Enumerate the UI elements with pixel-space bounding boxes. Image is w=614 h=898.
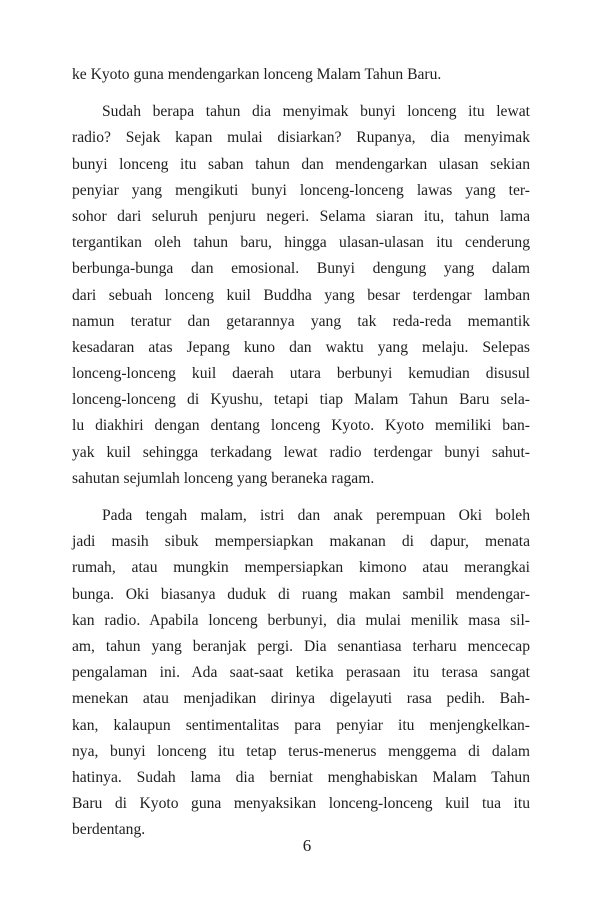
text-line: kesadaran atas Jepang kuno dan waktu yang melaju. Selepas [72,338,530,356]
text-line: namun teratur dan getarannya yang tak reda-reda memantik [72,312,530,330]
text-line: lonceng-lonceng di Kyushu, tetapi tiap Malam Tahun Baru sela- [72,391,530,409]
text-line: bunga. Oki biasanya duduk di ruang makan sambil mendengar- [72,585,530,603]
paragraph [72,99,530,492]
page-number: 6 [302,836,312,855]
text-line: hatinya. Sudah lama dia berniat menghabiskan Malam Tahun [72,768,530,786]
paragraph-gap [72,88,530,99]
text-line: berdentang. [72,821,146,839]
text-line: radio? Sejak kapan mulai disiarkan? Rupanya, dia menyimak [72,129,530,147]
text-line: lu diakhiri dengan dentang lonceng Kyoto. Kyoto memiliki ban- [72,417,530,435]
text-line: kan radio. Apabila lonceng berbunyi, dia mulai menilik masa sil- [72,611,530,629]
text-line: bunyi lonceng itu saban tahun dan mendengarkan ulasan sekian [72,155,530,173]
text-line: Pada tengah malam, istri dan anak perempuan Oki boleh [102,507,530,524]
text-line: am, tahun yang beranjak pergi. Dia senantiasa terharu mencecap [72,637,530,655]
text-line: lonceng-lonceng kuil daerah utara berbunyi kemudian disusul [72,365,530,383]
paragraph-gap [72,492,530,503]
text-line: jadi masih sibuk mempersiapkan makanan di dapur, menata [72,533,530,551]
text-line: sohor dari seluruh penjuru negeri. Selama siaran itu, tahun lama [72,207,530,225]
text-line: Baru di Kyoto guna menyaksikan lonceng-lonceng kuil tua itu [72,795,530,813]
text-line: sahutan sejumlah lonceng yang beraneka ragam. [72,469,375,487]
text-line: kan, kalaupun sentimentalitas para penyiar itu menjengkelkan- [72,716,530,734]
text-line: menekan atau menjadikan dirinya digelayuti rasa pedih. Bah- [72,690,530,708]
text-line: tergantikan oleh tahun baru, hingga ulasan-ulasan itu cenderung [72,234,530,252]
text-line: penyiar yang mengikuti bunyi lonceng-lonceng lawas yang ter- [72,181,530,199]
text-line: pengalaman ini. Ada saat-saat ketika perasaan itu terasa sangat [72,664,530,682]
text-line: ke Kyoto guna mendengarkan lonceng Malam Tahun Baru. [72,66,442,83]
text-line: yak kuil sehingga terkadang lewat radio terdengar bunyi sahut- [72,443,530,461]
paragraph [72,62,530,88]
text-line: Sudah berapa tahun dia menyimak bunyi lonceng itu lewat [102,103,530,121]
text-line: rumah, atau mungkin mempersiapkan kimono atau merangkai [72,559,530,577]
text-line: berbunga-bunga dan emosional. Bunyi dengung yang dalam [72,260,530,278]
text-line: nya, bunyi lonceng itu tetap terus-menerus menggema di dalam [72,742,530,760]
body-text [72,62,530,843]
paragraph [72,503,530,843]
text-line: dari sebuah lonceng kuil Buddha yang besar terdengar lamban [72,286,530,304]
